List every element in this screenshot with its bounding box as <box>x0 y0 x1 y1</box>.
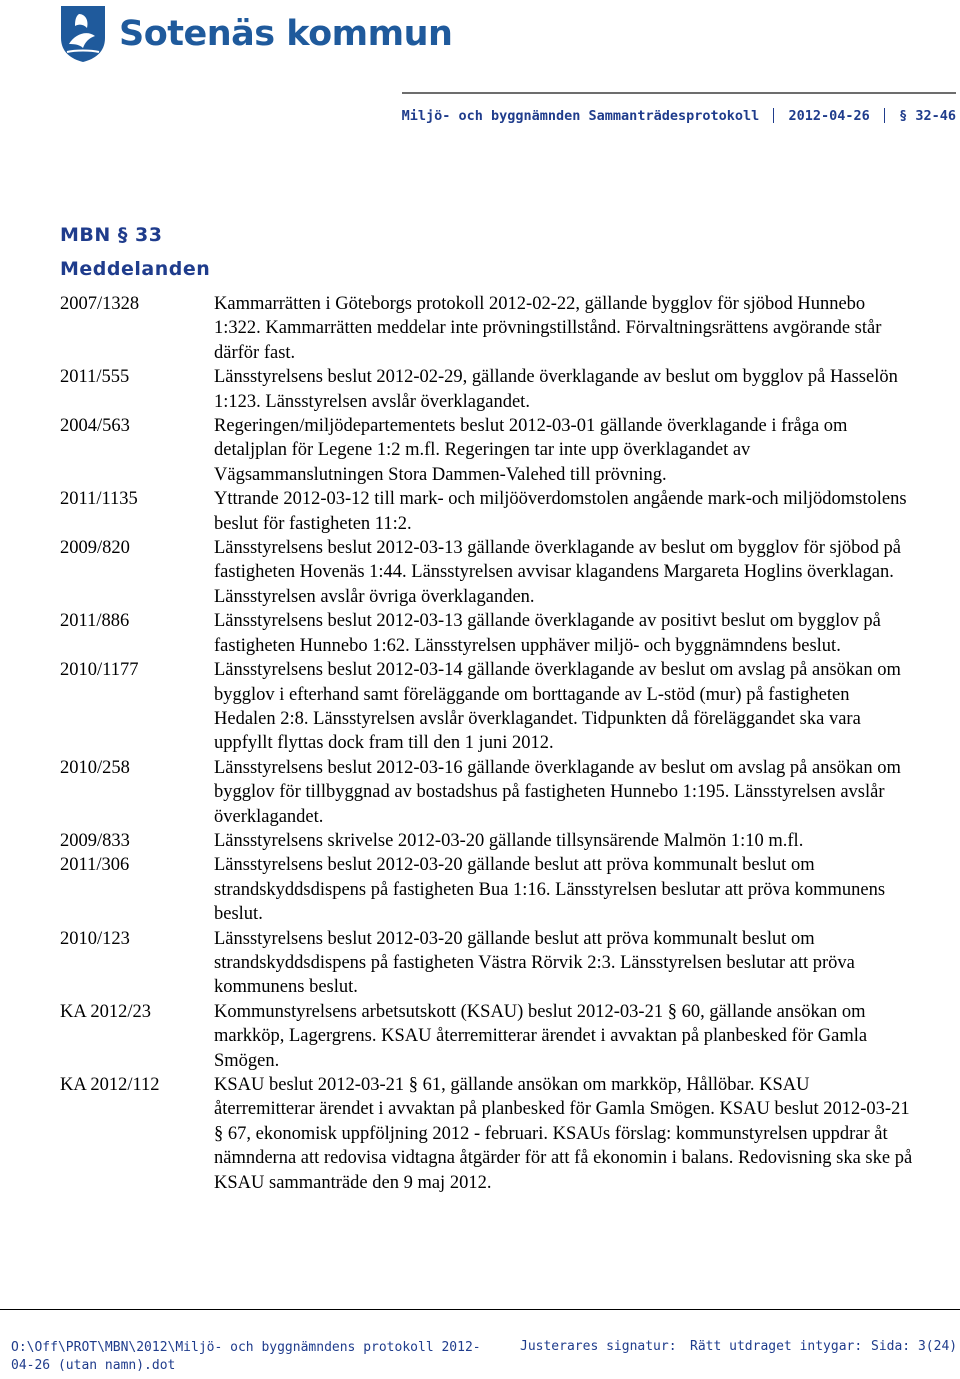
document-header <box>402 108 956 124</box>
case-number: KA 2012/23 <box>60 1001 151 1022</box>
case-description: Länsstyrelsens beslut 2012-03-20 gällande beslut att pröva kommunalt beslut om strandskyddsdispens på fastigheten Västra Rörvik 2:3. Länsstyrelsen beslutar att pröva kommunens beslut. <box>214 928 855 998</box>
list-item <box>60 853 920 926</box>
logo-text: Sotenäs kommun <box>119 14 453 54</box>
footer-rule <box>0 1309 960 1310</box>
list-item <box>60 487 920 536</box>
certified-label: Rätt utdraget intygar: <box>690 1339 863 1354</box>
case-description: Länsstyrelsens beslut 2012-02-29, gällande överklagande av beslut om bygglov på Hasselön 1:123. Länsstyrelsen avslår överklagandet. <box>214 367 898 412</box>
list-item <box>60 1000 920 1073</box>
case-number: 2011/306 <box>60 855 130 876</box>
case-number: 2009/820 <box>60 538 130 559</box>
case-number: 2004/563 <box>60 416 130 437</box>
header-separator <box>773 108 774 123</box>
case-description: Länsstyrelsens beslut 2012-03-13 gällande överklagande av positivt beslut om bygglov på fastigheten Hunnebo 1:62. Länsstyrelsen upphäver miljö- och byggnämndens beslut. <box>214 611 881 656</box>
case-number: 2010/1177 <box>60 660 139 681</box>
list-item <box>60 927 920 1000</box>
case-number: 2011/886 <box>60 611 130 632</box>
file-path: O:\Off\PROT\MBN\2012\Miljö- och byggnämndens protokoll 2012-04-26 (utan namn).dot <box>11 1340 481 1373</box>
case-number: 2010/123 <box>60 928 130 949</box>
case-description: Kammarrätten i Göteborgs protokoll 2012-02-22, gällande bygglov för sjöbod Hunnebo 1:322. Kammarrätten meddelar inte prövningstillstånd. Förvaltningsrättens avgörande står därför fast. <box>214 294 882 363</box>
list-item <box>60 609 920 658</box>
case-description: Länsstyrelsens beslut 2012-03-20 gällande beslut att pröva kommunalt beslut om strandskyddsdispens på fastigheten Bua 1:16. Länsstyrelsen beslutar att pröva kommunens beslut. <box>214 855 886 925</box>
case-number: KA 2012/112 <box>60 1075 160 1095</box>
signature-label: Justerares signatur: <box>520 1339 677 1354</box>
paragraph-symbol: § <box>899 108 908 124</box>
case-description: Yttrande 2012-03-12 till mark- och miljööverdomstolen angående mark-och miljödomstolens beslut för fastigheten 11:2. <box>214 489 907 534</box>
list-item <box>60 756 920 829</box>
case-description: Länsstyrelsens beslut 2012-03-13 gällande överklagande av beslut om bygglov för sjöbod på fastigheten Hovenäs 1:44. Länsstyrelsen avvisar klagandens Margareta Hoglins överklagan. Länsstyrelsen avslår övriga överklaganden. <box>214 538 901 607</box>
committee-name: Miljö- och byggnämnden <box>401 108 581 124</box>
municipality-logo <box>59 3 452 65</box>
document-type: Sammanträdesprotokoll <box>588 108 760 124</box>
case-number: 2011/1135 <box>60 489 138 510</box>
section-title: Meddelanden <box>60 258 211 280</box>
page-number: Sida: 3(24) <box>871 1339 958 1354</box>
case-description: KSAU beslut 2012-03-21 § 61, gällande ansökan om markköp, Hållöbar. KSAU återremitterar ärendet i avvaktan på planbesked för Gamla Smögen. KSAU beslut 2012-03-21 § 67, ekonomisk uppföljning 2012 - februari. KSAUs förslag: kommunstyrelsen uppdrar åt nämnderna att redovisa vidtagna åtgärder för att få ekonomin i balans. Redovisning ska ske på KSAU sammanträde den 9 maj 2012. <box>214 1075 913 1193</box>
list-item <box>60 536 920 609</box>
list-item <box>60 658 920 756</box>
case-description: Kommunstyrelsens arbetsutskott (KSAU) beslut 2012-03-21 § 60, gällande ansökan om markköp, Lagergrens. KSAU återremitterar ärendet i avvaktan på planbesked för Gamla Smögen. <box>214 1001 868 1071</box>
list-item <box>60 414 920 487</box>
meeting-date: 2012-04-26 <box>788 108 870 124</box>
coat-of-arms-icon <box>59 4 107 64</box>
paragraph-range: 32-46 <box>915 108 956 124</box>
case-description: Länsstyrelsens beslut 2012-03-14 gällande överklagande av beslut om avslag på ansökan om bygglov i efterhand samt föreläggande om borttagande av L-stöd (mur) på fastigheten Hedalen 2:8. Länsstyrelsen avslår överklagandet. Tidpunkten då föreläggandet ska vara uppfyllt flyttas dock fram till den 1 juni 2012. <box>214 660 901 754</box>
case-number: 2010/258 <box>60 757 130 778</box>
header-rule <box>402 92 956 94</box>
case-description: Regeringen/miljödepartementets beslut 2012-03-01 gällande överklagande i fråga om detaljplan för Legene 1:2 m.fl. Regeringen tar inte upp överklagandet av Vägsammanslutningen Stora Dammen-Valehed till prövning. <box>214 416 848 485</box>
case-number: 2011/555 <box>60 367 130 388</box>
case-description: Länsstyrelsens skrivelse 2012-03-20 gällande tillsynsärende Malmön 1:10 m.fl. <box>214 830 804 851</box>
case-number: 2009/833 <box>60 830 130 851</box>
list-item <box>60 365 920 414</box>
list-item <box>60 292 920 365</box>
case-description: Länsstyrelsens beslut 2012-03-16 gällande överklagande av beslut om avslag på ansökan om bygglov för tillbyggnad av bostadshus på fastigheten Hunnebo 1:195. Länsstyrelsen avslår överklagandet. <box>214 757 901 827</box>
section-number: MBN § 33 <box>60 224 163 246</box>
list-item <box>60 829 920 853</box>
case-number: 2007/1328 <box>60 294 140 314</box>
header-separator <box>884 108 885 123</box>
list-item <box>60 1073 920 1195</box>
entries-list <box>60 292 920 1195</box>
